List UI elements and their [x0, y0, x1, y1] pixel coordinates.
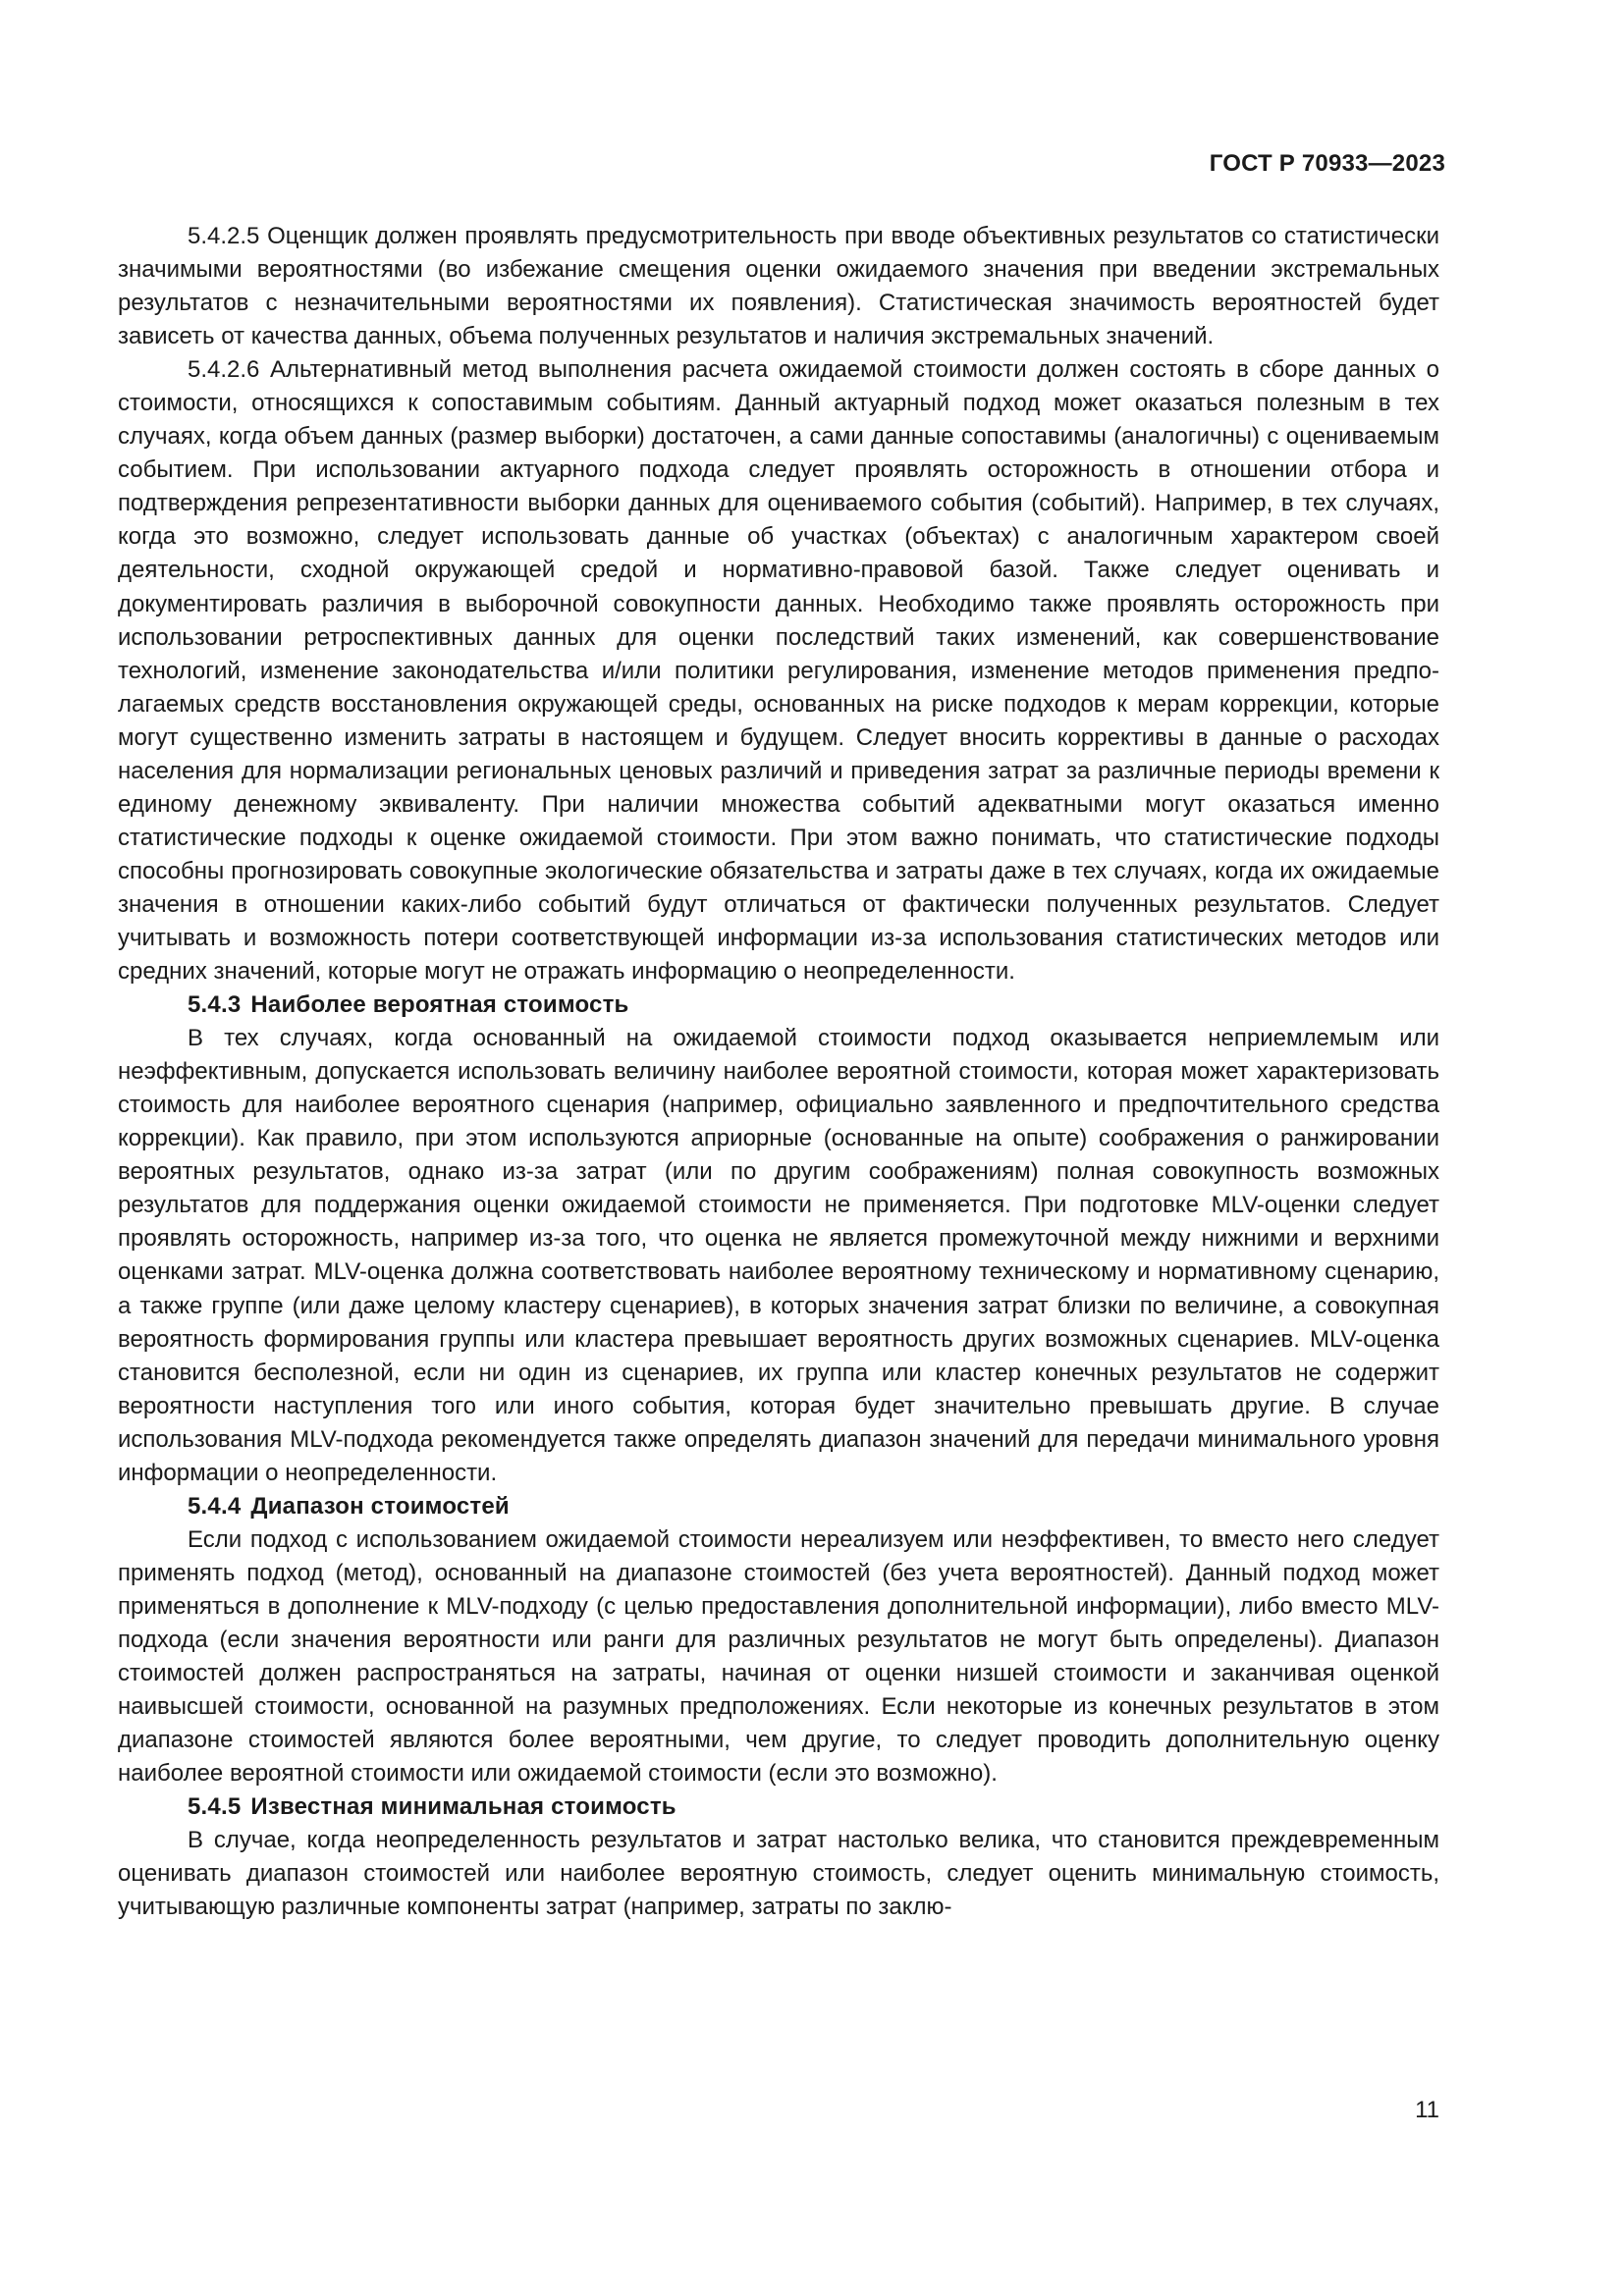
section-heading-5-4-4 [118, 1490, 1439, 1523]
section-number-5-4-5: 5.4.5 [188, 1793, 242, 1821]
section-title-5-4-5: Известная минимальная стоимость [250, 1793, 677, 1821]
section-heading-5-4-5 [118, 1790, 1439, 1824]
paragraph-5-4-2-5: 5.4.2.5 Оценщик должен проявлять предусмотрительность при вводе объективных результатов со статистически значимыми вероятностями (во избежание смещения оценки ожидаемого значения при введении экстремальных результатов с незначительными вероятностями их появления). Статистическая значимость вероятностей будет зависеть от качества данных, объема полученных результатов и наличия экстремальных значений. [118, 223, 1439, 350]
section-heading-5-4-3 [118, 988, 1439, 1022]
paragraph-5-4-4: Если подход с использованием ожидаемой стоимости нереализуем или неэффективен, то вместо него следует применять подход (метод), основанный на диапазоне стоимостей (без учета вероятностей). Данный подход может применяться в дополнение к MLV-подходу (с целью предоставления дополнительной информации), либо вместо MLV-подхода (если значения вероятности или ранги для различных результатов не могут быть определены). Диапазон стоимостей должен распространяться на затраты, начиная от оценки низшей стоимости и заканчивая оценкой наивысшей стоимости, основанной на разумных предположениях. Если некоторые из конечных результатов в этом диапазоне стоимостей являются более вероятными, чем другие, то следует проводить дополнительную оценку наиболее вероятной стоимости или ожидаемой стоимости (если это возможно). [118, 1525, 1439, 1788]
page-number: 11 [1415, 2097, 1439, 2123]
section-title-5-4-3: Наиболее вероятная стоимость [250, 991, 629, 1019]
document-code-header: ГОСТ Р 70933—2023 [1209, 150, 1445, 177]
section-number-5-4-4: 5.4.4 [188, 1492, 242, 1520]
section-title-5-4-4: Диапазон стоимостей [250, 1492, 510, 1520]
paragraph-5-4-5: В случае, когда неопределенность результатов и затрат настолько велика, что становится преждевременным оценивать диапазон стоимостей или наиболее вероятную стоимость, следует оценить минимальную стоимость, учитывающую различные компоненты затрат (например, затраты по заклю- [118, 1827, 1439, 1921]
document-body [118, 220, 1439, 1924]
paragraph-5-4-2-6: 5.4.2.6 Альтернативный метод выполнения расчета ожидаемой стоимости должен состоять в сборе данных о стоимости, относящихся к сопоставимым событиям. Данный актуарный подход может оказаться полезным в тех случаях, когда объем данных (размер выборки) достаточен, а сами данные сопоставимы (аналогичны) с оцениваемым событием. При использовании актуарного подхода следует проявлять осторожность в отношении отбора и подтверждения репрезентативности выборки данных для оцениваемого события (событий). Например, в тех случаях, когда это возможно, следует использовать данные об участках (объектах) с аналогичным характером своей деятельности, сходной окружающей средой и нормативно-правовой базой. Также следует оценивать и документировать различия в выборочной совокупности данных. Необходимо также проявлять осторожность при использовании ретроспективных данных для оценки последствий таких изменений, как совершенствование технологий, изменение законодательства и/или политики регулирования, изменение методов применения предполагаемых средств восстановления окружающей среды, основанных на риске подходов к мерам коррекции, которые могут существенно изменить затраты в настоящем и будущем. Следует вносить коррективы в данные о расходах населения для нормализации региональных ценовых различий и приведения затрат за различные периоды времени к единому денежному эквиваленту. При наличии множества событий адекватными могут оказаться именно статистические подходы к оценке ожидаемой стоимости. При этом важно понимать, что статистические подходы способны прогнозировать совокупные экологические обязательства и затраты даже в тех случаях, когда их ожидаемые значения в отношении каких-либо событий будут отличаться от фактически полученных результатов. Следует учитывать и возможность потери соответствующей информации из-за использования статистических методов или средних значений, которые могут не отражать информацию о неопределенности. [118, 356, 1439, 986]
section-number-5-4-3: 5.4.3 [188, 991, 242, 1019]
paragraph-5-4-3: В тех случаях, когда основанный на ожидаемой стоимости подход оказывается неприемлемым или неэффективным, допускается использовать величину наиболее вероятной стоимости, которая может характеризовать стоимость для наиболее вероятного сценария (например, официально заявленного и предпочтительного средства коррекции). Как правило, при этом используются априорные (основанные на опыте) соображения о ранжировании вероятных результатов, однако из-за затрат (или по другим соображениям) полная совокупность возможных результатов для поддержания оценки ожидаемой стоимости не применяется. При подготовке MLV-оценки следует проявлять осторожность, например из-за того, что оценка не является промежуточной между нижними и верхними оценками затрат. MLV-оценка должна соответствовать наиболее вероятному техническому и нормативному сценарию, а также группе (или даже целому кластеру сценариев), в которых значения затрат близки по величине, а совокупная вероятность формирования группы или кластера превышает вероятность других возможных сценариев. MLV-оценка становится бесполезной, если ни один из сценариев, их группа или кластер конечных результатов не содержит вероятности наступления того или иного события, которая будет значительно превышать другие. В случае использования MLV-подхода рекомендуется также определять диапазон значений для передачи минимального уровня информации о неопределенности. [118, 1025, 1439, 1486]
